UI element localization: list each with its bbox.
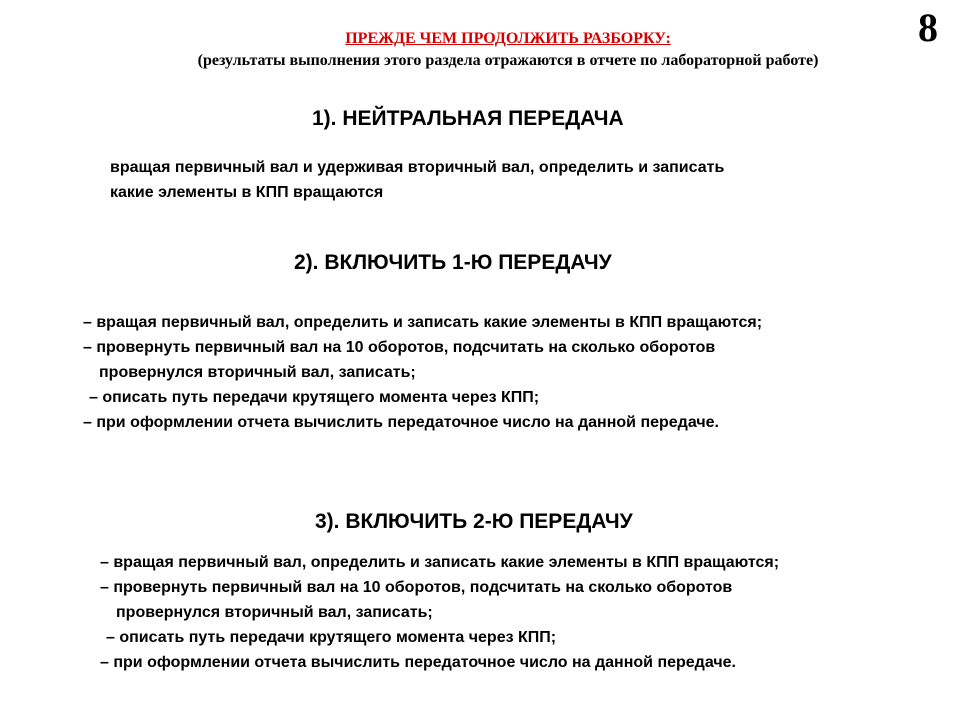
list-item-continuation: провернулся вторичный вал, записать;	[116, 604, 433, 621]
list-item: – описать путь передачи крутящего момента через КПП;	[89, 389, 540, 406]
text-line: какие элементы в КПП вращаются	[110, 184, 384, 201]
list-item: – при оформлении отчета вычислить передаточное число на данной передаче.	[83, 414, 719, 431]
list-item: – провернуть первичный вал на 10 оборотов, подсчитать на сколько оборотов	[100, 579, 733, 596]
section-title-first-gear: 2). ВКЛЮЧИТЬ 1-Ю ПЕРЕДАЧУ	[294, 251, 612, 274]
section-first-gear-list	[83, 310, 762, 435]
list-item: – при оформлении отчета вычислить передаточное число на данной передаче.	[100, 654, 736, 671]
list-item: – вращая первичный вал, определить и записать какие элементы в КПП вращаются;	[83, 314, 763, 331]
section-neutral-body	[110, 155, 724, 205]
warning-heading: ПРЕЖДЕ ЧЕМ ПРОДОЛЖИТЬ РАЗБОРКУ:	[345, 30, 671, 47]
section-second-gear-list	[100, 550, 779, 675]
section-title-neutral: 1). НЕЙТРАЛЬНАЯ ПЕРЕДАЧА	[312, 107, 624, 130]
list-item: – описать путь передачи крутящего момента через КПП;	[106, 629, 557, 646]
report-note: (результаты выполнения этого раздела отражаются в отчете по лабораторной работе)	[197, 52, 819, 69]
page-number: 8	[918, 5, 938, 50]
text-line: вращая первичный вал и удерживая вторичный вал, определить и записать	[110, 159, 725, 176]
section-title-second-gear: 3). ВКЛЮЧИТЬ 2-Ю ПЕРЕДАЧУ	[315, 510, 633, 533]
list-item: – провернуть первичный вал на 10 оборотов, подсчитать на сколько оборотов	[83, 339, 716, 356]
list-item-continuation: провернулся вторичный вал, записать;	[99, 364, 416, 381]
list-item: – вращая первичный вал, определить и записать какие элементы в КПП вращаются;	[100, 554, 780, 571]
